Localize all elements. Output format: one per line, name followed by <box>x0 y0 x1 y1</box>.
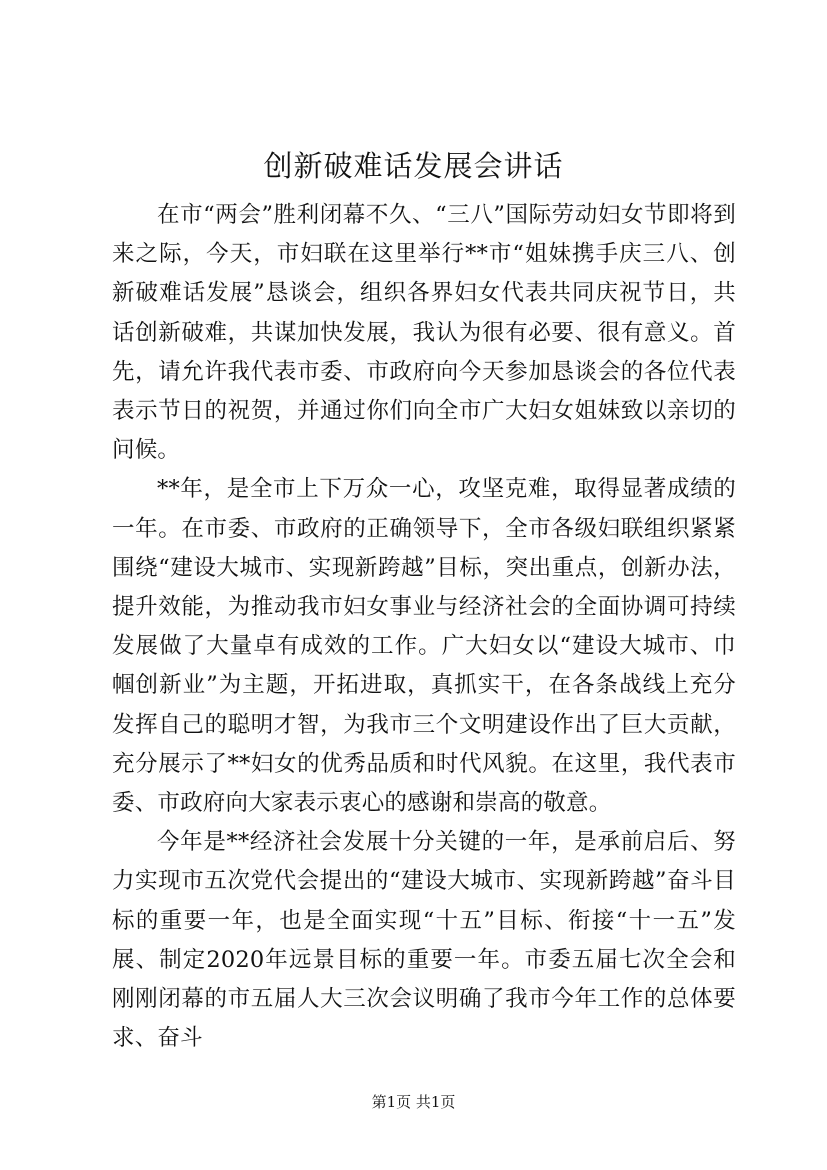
paragraph-1: 在市“两会”胜利闭幕不久、“三八”国际劳动妇女节即将到来之际，今天，市妇联在这里举行**市“姐妹携手庆三八、创新破难话发展”恳谈会，组织各界妇女代表共同庆祝节日，共话创新破难，共谋加快发展，我认为很有必要、很有意义。首先，请允许我代表市委、市政府向今天参加恳谈会的各位代表表示节日的祝贺，并通过你们向全市广大妇女姐妹致以亲切的问候。 <box>112 202 736 464</box>
document-title: 创新破难话发展会讲话 <box>263 149 564 183</box>
paragraph-3: 今年是**经济社会发展十分关键的一年，是承前启后、努力实现市五次党代会提出的“建设大城市、实现新跨越”奋斗目标的重要一年，也是全面实现“十五”目标、衔接“十一五”发展、制定2020年远景目标的重要一年。市委五届七次全会和刚刚闭幕的市五届人大三次会议明确了我市今年工作的总体要求、奋斗 <box>112 829 736 1052</box>
paragraph-2: **年，是全市上下万众一心，攻坚克难，取得显著成绩的一年。在市委、市政府的正确领导下，全市各级妇联组织紧紧围绕“建设大城市、实现新跨越”目标，突出重点，创新办法，提升效能，为推动我市妇女事业与经济社会的全面协调可持续发展做了大量卓有成效的工作。广大妇女以“建设大城市、巾帼创新业”为主题，开拓进取，真抓实干，在各条战线上充分发挥自己的聪明才智，为我市三个文明建设作出了巨大贡献，充分展示了**妇女的优秀品质和时代风貌。在这里，我代表市委、市政府向大家表示衷心的感谢和崇高的敬意。 <box>112 476 736 817</box>
document-body <box>112 196 736 1058</box>
page-footer: 第1页 共1页 <box>371 1093 456 1111</box>
